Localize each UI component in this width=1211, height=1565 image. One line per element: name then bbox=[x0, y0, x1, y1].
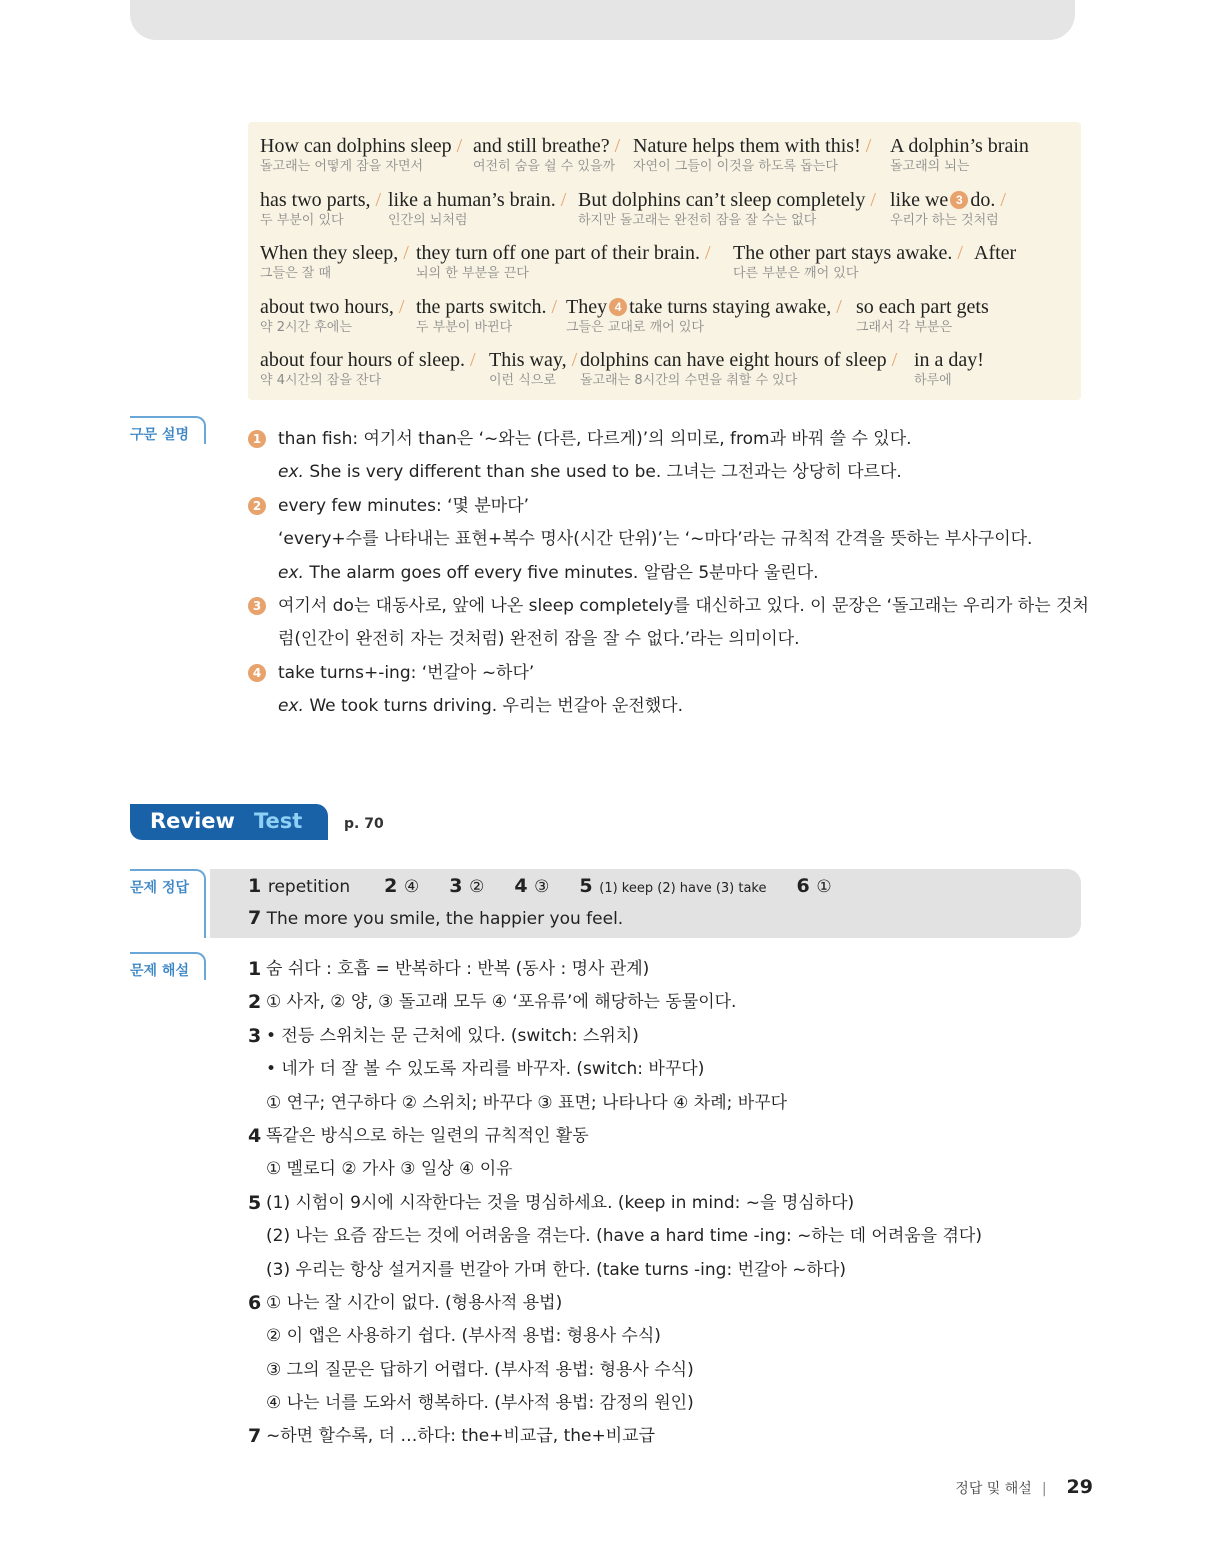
slash-divider: / bbox=[865, 188, 876, 211]
explanation-tag-label: 구문 설명 bbox=[130, 427, 189, 443]
korean-gloss: 인간의 뇌처럼 bbox=[388, 212, 468, 228]
english-text: has two parts, bbox=[260, 188, 371, 211]
example-marker: ex. bbox=[278, 562, 304, 583]
english-text: they turn off one part of their brain. bbox=[416, 242, 700, 265]
note-number-icon: 3 bbox=[248, 597, 266, 615]
answer-number: 7 bbox=[248, 907, 262, 929]
solution-row bbox=[248, 1188, 1088, 1221]
english-text: in a day! bbox=[914, 349, 984, 372]
solution-text: (2) 나는 요즘 잠드는 것에 어려움을 겪는다. (have a hard time -ing: ~하는 데 어려움을 겪다) bbox=[266, 1226, 982, 1247]
explanation-body: 럼(인간이 완전히 자는 것처럼) 완전히 잠을 잘 수 없다.’라는 의미이다. bbox=[278, 629, 800, 650]
slash-divider: / bbox=[699, 242, 711, 265]
explanation-row bbox=[248, 524, 1088, 557]
english-text: Nature helps them with this! bbox=[633, 135, 861, 157]
note-number-icon: 3 bbox=[950, 191, 968, 209]
note-number-icon: 2 bbox=[248, 497, 266, 515]
solution-text: ④ 나는 너를 도와서 행복하다. (부사적 용법: 감정의 원인) bbox=[266, 1393, 694, 1414]
explanation-row bbox=[248, 691, 1088, 724]
solution-text: ② 이 앱은 사용하기 쉽다. (부사적 용법: 형용사 수식) bbox=[266, 1326, 661, 1347]
explanation-text bbox=[278, 658, 534, 688]
review-title-b: Test bbox=[254, 809, 303, 833]
solution-list bbox=[248, 954, 1088, 1455]
passage-chunk bbox=[974, 241, 1016, 266]
solution-row bbox=[248, 987, 1088, 1020]
solution-text: ③ 그의 질문은 답하기 어렵다. (부사적 용법: 형용사 수식) bbox=[266, 1359, 694, 1380]
korean-gloss: 돌고래는 8시간의 수면을 취할 수 있다 bbox=[580, 373, 798, 389]
passage-chunk bbox=[580, 348, 897, 389]
passage-line bbox=[260, 348, 1073, 400]
note-number-icon: 4 bbox=[248, 664, 266, 682]
reading-passage-box bbox=[248, 122, 1081, 400]
explanation-text bbox=[278, 457, 902, 487]
english-chunk bbox=[580, 348, 897, 372]
explanation-row bbox=[248, 424, 1088, 457]
slash-divider: / bbox=[831, 295, 842, 318]
slash-divider: / bbox=[370, 188, 382, 211]
english-text: the parts switch. bbox=[416, 295, 547, 318]
slash-divider: / bbox=[860, 135, 872, 157]
passage-line bbox=[260, 134, 1073, 186]
answer-item bbox=[579, 875, 766, 897]
solution-text: 똑같은 방식으로 하는 일련의 규칙적인 활동 bbox=[266, 1125, 589, 1146]
solution-number: 4 bbox=[248, 1124, 262, 1147]
korean-gloss: 그래서 각 부분은 bbox=[856, 319, 953, 335]
note-number-icon: 4 bbox=[609, 298, 627, 316]
explanation-text bbox=[278, 424, 912, 454]
explanation-body: She is very different than she used to be. 그녀는 그전과는 상당히 다르다. bbox=[303, 462, 902, 483]
english-text: They bbox=[566, 295, 608, 318]
english-chunk bbox=[473, 134, 620, 158]
english-chunk bbox=[566, 295, 842, 319]
solution-row bbox=[248, 1355, 1088, 1388]
english-chunk bbox=[633, 134, 871, 158]
english-chunk bbox=[974, 241, 1016, 265]
english-text: like a human’s brain. bbox=[388, 188, 556, 211]
slash-divider: / bbox=[609, 135, 621, 157]
explanation-text bbox=[278, 591, 1089, 621]
english-text: The other part stays awake. bbox=[733, 242, 953, 265]
english-chunk bbox=[578, 188, 876, 212]
english-text: do. bbox=[970, 188, 996, 211]
answer-item bbox=[514, 875, 549, 897]
korean-gloss: 여전히 숨을 쉴 수 있을까 bbox=[473, 159, 616, 174]
passage-chunk bbox=[416, 295, 557, 336]
example-marker: ex. bbox=[278, 462, 304, 483]
solution-text: ~하면 할수록, 더 …하다: the+비교급, the+비교급 bbox=[266, 1426, 655, 1447]
solution-row bbox=[248, 1421, 1088, 1454]
answer-value: (1) keep (2) have (3) take bbox=[599, 881, 767, 896]
example-marker: ex. bbox=[278, 696, 304, 717]
solution-number: 6 bbox=[248, 1291, 262, 1314]
solution-row bbox=[248, 1054, 1088, 1087]
english-chunk bbox=[260, 134, 462, 158]
answer-number: 6 bbox=[796, 875, 817, 897]
passage-chunk bbox=[260, 134, 462, 175]
solution-text: (1) 시험이 9시에 시작한다는 것을 명심하세요. (keep in mind: ~을 명심하다) bbox=[266, 1192, 855, 1213]
solution-row bbox=[248, 1288, 1088, 1321]
answer-item bbox=[449, 875, 484, 897]
slash-divider: / bbox=[393, 295, 405, 318]
english-text: dolphins can have eight hours of sleep bbox=[580, 349, 887, 372]
solution-row bbox=[248, 954, 1088, 987]
solution-row bbox=[248, 1088, 1088, 1121]
answer-box bbox=[210, 869, 1081, 938]
english-chunk bbox=[489, 348, 577, 372]
passage-chunk bbox=[388, 188, 566, 229]
solution-number: 2 bbox=[248, 991, 262, 1014]
korean-gloss: 약 2시간 후에는 bbox=[260, 319, 352, 335]
answer-number: 5 bbox=[579, 875, 600, 897]
korean-gloss: 그들은 잘 때 bbox=[260, 266, 332, 282]
passage-chunk bbox=[856, 295, 989, 336]
passage-chunk bbox=[890, 134, 1029, 175]
explanation-text bbox=[278, 624, 800, 654]
passage-chunk bbox=[260, 295, 404, 336]
slash-divider: / bbox=[886, 349, 898, 372]
korean-gloss: 돌고래는 어떻게 잠을 자면서 bbox=[260, 159, 424, 174]
solution-number: 7 bbox=[248, 1425, 262, 1448]
solution-number: 1 bbox=[248, 958, 262, 980]
explanation-row bbox=[248, 591, 1088, 624]
passage-chunk bbox=[260, 348, 476, 389]
english-chunk bbox=[260, 241, 409, 265]
solution-text: ① 사자, ② 양, ③ 돌고래 모두 ④ ‘포유류’에 해당하는 동물이다. bbox=[266, 992, 737, 1013]
explanation-row bbox=[248, 491, 1088, 524]
passage-chunk bbox=[260, 188, 381, 229]
passage-line bbox=[260, 188, 1073, 240]
solution-text: ① 멜로디 ② 가사 ③ 일상 ④ 이유 bbox=[266, 1159, 513, 1180]
explanation-text bbox=[278, 524, 1032, 554]
answer-value: ④ bbox=[403, 877, 420, 897]
explanation-tag bbox=[130, 416, 206, 444]
review-test-banner bbox=[130, 804, 328, 840]
answer-number: 1 bbox=[248, 875, 268, 897]
answer-item bbox=[384, 875, 419, 897]
korean-gloss: 약 4시간의 잠을 잔다 bbox=[260, 373, 382, 389]
english-text: After bbox=[974, 242, 1017, 265]
page-number: 29 bbox=[1066, 1476, 1093, 1498]
english-text: so each part gets bbox=[856, 295, 989, 318]
explanation-text bbox=[278, 491, 529, 521]
english-chunk bbox=[416, 241, 711, 265]
explanation-text bbox=[278, 558, 819, 588]
slash-divider: / bbox=[995, 188, 1006, 211]
solution-text: ① 연구; 연구하다 ② 스위치; 바꾸다 ③ 표면; 나타나다 ④ 차례; 바꾸다 bbox=[266, 1092, 788, 1113]
answer-number: 4 bbox=[514, 875, 535, 897]
korean-gloss: 하루에 bbox=[914, 373, 952, 389]
slash-divider: / bbox=[398, 242, 409, 265]
explanation-body: 여기서 do는 대동사로, 앞에 나온 sleep completely를 대신하고 있다. 이 문장은 ‘돌고래는 우리가 하는 것처 bbox=[278, 595, 1089, 616]
solution-row bbox=[248, 1154, 1088, 1187]
passage-chunk bbox=[733, 241, 963, 282]
answer-value: ② bbox=[469, 877, 485, 897]
answer-item bbox=[797, 875, 832, 897]
explanation-text bbox=[278, 691, 683, 721]
english-text: about four hours of sleep. bbox=[260, 349, 465, 372]
korean-gloss: 이런 식으로 bbox=[489, 373, 556, 389]
korean-gloss: 하지만 돌고래는 완전히 잠을 잘 수는 없다 bbox=[578, 212, 817, 228]
korean-gloss: 두 부분이 있다 bbox=[260, 212, 344, 228]
explanation-body: than fish: 여기서 than은 ‘~와는 (다른, 다르게)’의 의미로, from과 바꿔 쓸 수 있다. bbox=[278, 429, 912, 449]
solution-text: ① 나는 잘 시간이 없다. (형용사적 용법) bbox=[266, 1292, 563, 1313]
answer-tag bbox=[130, 869, 206, 938]
answer-number: 2 bbox=[384, 875, 404, 897]
passage-chunk bbox=[633, 134, 871, 175]
answer-tag-label: 문제 정답 bbox=[130, 880, 189, 896]
english-text: This way, bbox=[489, 349, 567, 372]
solution-tag bbox=[130, 952, 206, 980]
passage-line bbox=[260, 295, 1073, 347]
passage-chunk bbox=[489, 348, 577, 389]
slash-divider: / bbox=[464, 349, 476, 372]
solution-row bbox=[248, 1321, 1088, 1354]
english-text: and still breathe? bbox=[473, 135, 610, 157]
english-chunk bbox=[260, 188, 381, 212]
korean-gloss: 다른 부분은 깨어 있다 bbox=[733, 266, 859, 282]
korean-gloss: 자연이 그들이 이것을 하도록 돕는다 bbox=[633, 159, 838, 174]
explanation-body: every few minutes: ‘몇 분마다’ bbox=[278, 495, 530, 516]
passage-chunk bbox=[260, 241, 409, 282]
english-chunk bbox=[260, 348, 476, 372]
passage-line bbox=[260, 241, 1073, 293]
answer-value: The more you smile, the happier you feel. bbox=[266, 909, 624, 929]
solution-row bbox=[248, 1255, 1088, 1288]
passage-chunk bbox=[416, 241, 711, 282]
review-page-ref: p. 70 bbox=[344, 816, 384, 832]
answer-number: 3 bbox=[449, 875, 470, 897]
solution-number: 5 bbox=[248, 1191, 262, 1214]
explanation-body: ‘every+수를 나타내는 표현+복수 명사(시간 단위)’는 ‘~마다’라는 규칙적 간격을 뜻하는 부사구이다. bbox=[278, 529, 1033, 550]
solution-text: (3) 우리는 항상 설거지를 번갈아 가며 한다. (take turns -ing: 번갈아 ~하다) bbox=[266, 1259, 846, 1280]
solution-number: 3 bbox=[248, 1024, 262, 1047]
answer-item bbox=[248, 875, 350, 897]
korean-gloss: 우리가 하는 것처럼 bbox=[890, 212, 999, 228]
solution-tag-label: 문제 해설 bbox=[130, 963, 189, 979]
explanation-row bbox=[248, 624, 1088, 657]
english-chunk bbox=[416, 295, 557, 319]
solution-row bbox=[248, 1388, 1088, 1421]
english-chunk bbox=[856, 295, 989, 319]
korean-gloss: 돌고래의 뇌는 bbox=[890, 159, 970, 174]
answer-value: ① bbox=[816, 877, 832, 897]
solution-row bbox=[248, 1221, 1088, 1254]
answer-line-2 bbox=[248, 907, 623, 929]
english-chunk bbox=[914, 348, 984, 372]
explanation-body: The alarm goes off every five minutes. 알람은 5분마다 울린다. bbox=[303, 562, 819, 583]
korean-gloss: 두 부분이 바뀐다 bbox=[416, 319, 513, 335]
passage-chunk bbox=[578, 188, 876, 229]
english-text: How can dolphins sleep bbox=[260, 135, 452, 157]
passage-chunk bbox=[914, 348, 984, 389]
answer-value: repetition bbox=[267, 877, 351, 897]
solution-text: • 전등 스위치는 문 근처에 있다. (switch: 스위치) bbox=[266, 1025, 639, 1046]
english-text: like we bbox=[890, 188, 949, 211]
footer-label: 정답 및 해설 bbox=[955, 1481, 1032, 1497]
english-text: about two hours, bbox=[260, 295, 394, 318]
english-chunk bbox=[890, 188, 1006, 212]
explanation-body: We took turns driving. 우리는 번갈아 운전했다. bbox=[303, 696, 683, 717]
explanation-row bbox=[248, 558, 1088, 591]
passage-chunk bbox=[566, 295, 842, 336]
korean-gloss: 그들은 교대로 깨어 있다 bbox=[566, 319, 704, 335]
english-chunk bbox=[388, 188, 566, 212]
slash-divider: / bbox=[546, 295, 558, 318]
english-text: A dolphin’s brain bbox=[890, 135, 1029, 157]
solution-row bbox=[248, 1121, 1088, 1154]
slash-divider: / bbox=[555, 188, 567, 211]
english-text: take turns staying awake, bbox=[629, 295, 832, 318]
slash-divider: / bbox=[952, 242, 963, 265]
solution-text: • 네가 더 잘 볼 수 있도록 자리를 바꾸자. (switch: 바꾸다) bbox=[266, 1059, 705, 1080]
solution-text: 숨 쉬다 : 호흡 = 반복하다 : 반복 (동사 : 명사 관계) bbox=[266, 959, 650, 979]
explanation-list bbox=[248, 424, 1088, 725]
top-header-bar bbox=[130, 0, 1075, 40]
page-footer: 정답 및 해설 | 29 bbox=[955, 1476, 1093, 1498]
slash-divider: / bbox=[566, 349, 578, 372]
passage-chunk bbox=[890, 188, 1006, 229]
english-chunk bbox=[890, 134, 1029, 158]
korean-gloss: 뇌의 한 부분을 끈다 bbox=[416, 266, 529, 282]
explanation-body: take turns+-ing: ‘번갈아 ~하다’ bbox=[278, 662, 535, 683]
english-chunk bbox=[733, 241, 963, 265]
answer-line-1 bbox=[248, 875, 832, 897]
english-text: But dolphins can’t sleep completely bbox=[578, 188, 866, 211]
explanation-row bbox=[248, 658, 1088, 691]
note-number-icon: 1 bbox=[248, 430, 266, 448]
answer-value: ③ bbox=[534, 877, 550, 897]
slash-divider: / bbox=[451, 135, 463, 157]
english-chunk bbox=[260, 295, 404, 319]
english-text: When they sleep, bbox=[260, 242, 399, 265]
passage-chunk bbox=[473, 134, 620, 175]
review-title-a: Review bbox=[150, 809, 235, 833]
solution-row bbox=[248, 1021, 1088, 1054]
explanation-row bbox=[248, 457, 1088, 490]
